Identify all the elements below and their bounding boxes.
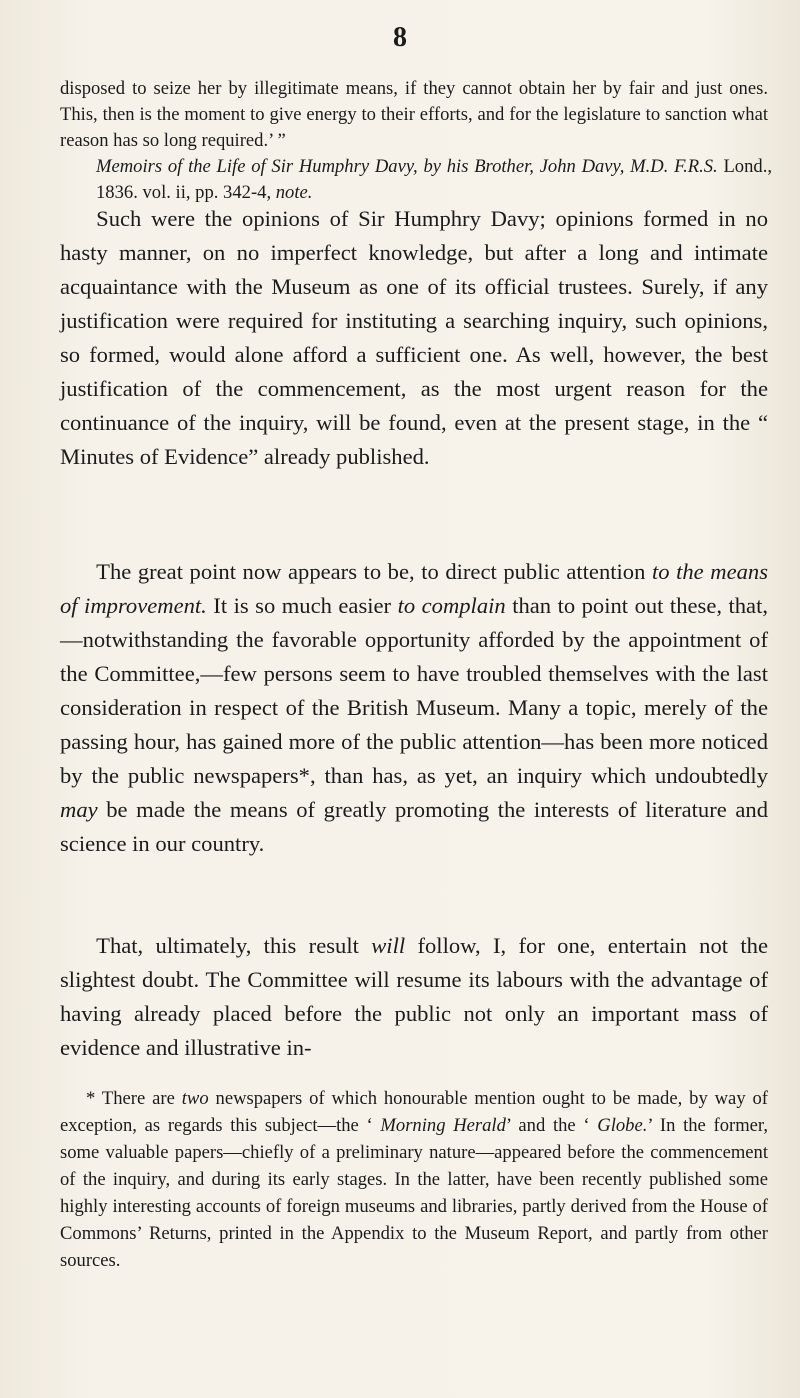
page-number: 8: [393, 22, 407, 53]
p2-text-a: The great point now appears to be, to direct public attention: [96, 559, 652, 584]
footnote-italic-d: Morning Herald: [380, 1115, 506, 1136]
p3-italic-b: will: [371, 933, 406, 958]
footnote-text-c: newspapers of which honourable mention ought to be made, by way of exception, as regards this subject—the ‘: [60, 1088, 768, 1136]
p2-text-g: be made the means of greatly promoting the interests of literature and science in our country.: [60, 797, 768, 856]
footnote-text-a: * There are: [86, 1088, 182, 1109]
quoted-passage: disposed to seize her by illegitimate means, if they cannot obtain her by fair and just ones. This, then is the moment to give energy to their efforts, and for the legislature to sanction what reason has so long required.’ ”: [60, 78, 768, 151]
paragraph-ultimate-result: [60, 929, 768, 1065]
footnote-text-g: ’ In the former, some valuable papers—chiefly of a preliminary nature—appeared before the commencement of the inquiry, and during its early stages. In the latter, have been recently published some highly interesting accounts of foreign museums and libraries, partly derived from the House of Commons’ Returns, printed in the Appendix to the Museum Report, and partly from other sources.: [60, 1115, 769, 1271]
paragraph-davy-opinions: Such were the opinions of Sir Humphry Davy; opinions formed in no hasty manner, on no imperfect knowledge, but after a long and intimate acquaintance with the Museum as one of its official trustees. Surely, if any justification were required for instituting a searching inquiry, such opinions, so formed, would alone afford a sufficient one. As well, however, the best justification of the commencement, as the most urgent reason for the continuance of the inquiry, will be found, even at the present stage, in the “ Minutes of Evidence” already published.: [60, 206, 768, 469]
citation-title: Memoirs of the Life of Sir Humphry Davy, by his Brother, John Davy, M.D. F.R.S.: [96, 156, 718, 177]
p3-text-a: That, ultimately, this result: [96, 933, 372, 958]
citation: [96, 154, 772, 206]
p3-text-c: follow, I, for one, entertain not the slightest doubt. The Committee will resume its labours with the advantage of having already placed before the public not only an important mass of evidence and illustrative in-: [60, 933, 768, 1060]
paragraph-means-of-improvement: [60, 555, 768, 861]
citation-details: Lond., 1836. vol. ii, pp. 342-4,: [96, 156, 772, 203]
p2-italic-d: to complain: [397, 593, 506, 618]
p2-italic-f: may: [60, 797, 98, 822]
p2-text-c: It is so much easier: [206, 593, 398, 618]
footnote-italic-f: Globe.: [597, 1115, 648, 1136]
p2-italic-b: to the means of improvement.: [60, 559, 768, 618]
citation-note: note.: [275, 182, 313, 203]
footnote: [60, 1085, 768, 1274]
footnote-italic-b: two: [181, 1088, 209, 1109]
p2-text-e: than to point out these, that,—notwithstanding the favorable opportunity afforded by the appointment of the Committee,—few persons seem to have troubled themselves with the last consideration in respect of the British Museum. Many a topic, merely of the passing hour, has gained more of the public attention—has been more noticed by the public newspapers*, than has, as yet, an inquiry which undoubtedly: [60, 593, 769, 788]
footnote-text-e: ’ and the ‘: [505, 1115, 598, 1136]
